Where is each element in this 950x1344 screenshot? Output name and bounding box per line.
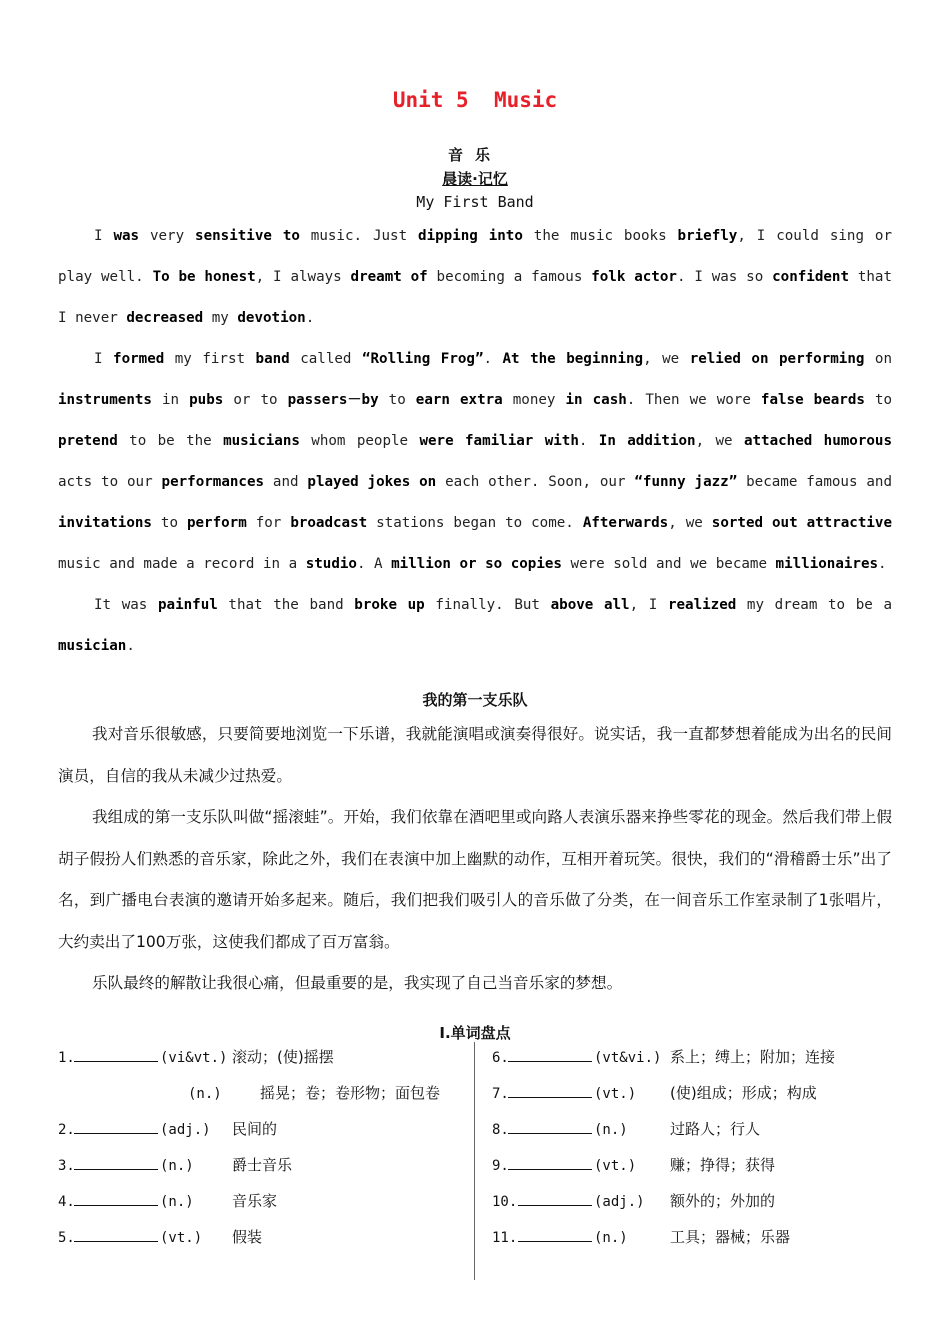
answer-blank[interactable] xyxy=(508,1047,592,1062)
passage-text: . xyxy=(126,638,135,654)
key-phrase: in cash xyxy=(565,392,627,408)
key-phrase: formed xyxy=(113,351,165,367)
translation-title: 我的第一支乐队 xyxy=(422,691,528,709)
vocab-item xyxy=(58,1154,292,1176)
part-of-speech: (vt&vi.) xyxy=(594,1050,662,1066)
passage-text: I xyxy=(94,351,114,367)
unit-title: Unit 5 Music xyxy=(392,88,558,112)
passage-text: or to xyxy=(223,392,288,408)
heading-morning-reading-text: 晨读·记忆 xyxy=(442,170,508,188)
passage-text: that the band xyxy=(217,597,355,613)
vocab-number: 9. xyxy=(492,1158,509,1174)
english-passage xyxy=(58,216,892,667)
column-divider xyxy=(474,1042,475,1280)
key-phrase: broadcast xyxy=(290,515,368,531)
part-of-speech: (adj.) xyxy=(160,1122,211,1138)
vocab-number: 7. xyxy=(492,1086,509,1102)
vocab-item xyxy=(492,1046,835,1068)
key-phrase: “Rolling Frog” xyxy=(361,351,484,367)
key-phrase: pubs xyxy=(189,392,224,408)
passage-text: stations began to come. xyxy=(367,515,583,531)
passage-text: . A xyxy=(356,556,392,572)
passage-text: were sold and we became xyxy=(561,556,776,572)
answer-blank[interactable] xyxy=(508,1083,592,1098)
chinese-meaning: 赚；挣得；获得 xyxy=(670,1156,776,1174)
passage-text: the music books xyxy=(522,228,678,244)
key-phrase: briefly xyxy=(677,228,738,244)
answer-blank[interactable] xyxy=(518,1227,592,1242)
key-phrase: earn extra xyxy=(415,392,503,408)
passage-text: became famous and xyxy=(737,474,893,490)
key-phrase: were familiar with xyxy=(419,433,579,449)
chinese-meaning: 摇晃；卷；卷形物；面包卷 xyxy=(260,1084,441,1102)
key-phrase: pretend xyxy=(58,433,118,449)
section-title-vocabulary: Ⅰ.单词盘点 xyxy=(439,1024,511,1042)
key-phrase: decreased xyxy=(126,310,204,326)
passage-text: music. Just xyxy=(299,228,419,244)
key-phrase: devotion xyxy=(237,310,306,326)
key-phrase: musician xyxy=(58,638,127,654)
passage-text: to xyxy=(151,515,187,531)
vocab-number: 5. xyxy=(58,1230,75,1246)
part-of-speech: (n.) xyxy=(160,1194,194,1210)
translation-paragraph-3: 乐队最终的解散让我很心痛，但最重要的是，我实现了自己当音乐家的梦想。 xyxy=(92,974,623,992)
key-phrase: dreamt of xyxy=(350,269,428,285)
answer-blank[interactable] xyxy=(74,1227,158,1242)
part-of-speech: (vt.) xyxy=(594,1086,637,1102)
passage-text: in xyxy=(151,392,190,408)
vocab-number: 2. xyxy=(58,1122,75,1138)
passage-text: , I xyxy=(629,597,668,613)
passage-text: It was xyxy=(94,597,158,613)
translation-paragraph-2: 我组成的第一支乐队叫做“摇滚蛙”。开始，我们依靠在酒吧里或向路人表演乐器来挣些零花的现金。然后我们带上假胡子假扮人们熟悉的音乐家，除此之外，我们在表演中加上幽默的动作，互相开着玩笑。很快，我们的“滑稽爵士乐”出了名，到广播电台表演的邀请开始多起来。随后，我们把我们吸引人的音乐做了分类，在一间音乐工作室录制了1张唱片，大约卖出了100万张，这使我们都成了百万富翁。 xyxy=(58,808,892,951)
chinese-meaning: 系上；缚上；附加；连接 xyxy=(670,1048,836,1066)
passage-text: . I was so xyxy=(676,269,773,285)
key-phrase: “funny jazz” xyxy=(634,474,738,490)
chinese-meaning: 额外的；外加的 xyxy=(670,1192,776,1210)
passage-text: finally. But xyxy=(424,597,551,613)
vocab-item xyxy=(58,1046,334,1068)
key-phrase: musicians xyxy=(223,433,300,449)
answer-blank[interactable] xyxy=(74,1047,158,1062)
key-phrase: attached humorous xyxy=(743,433,893,449)
part-of-speech: (vt.) xyxy=(160,1230,203,1246)
key-phrase: sensitive to xyxy=(195,228,300,244)
passage-text: , we xyxy=(643,351,690,367)
passage-text: music and made a record in a xyxy=(58,556,306,572)
passage-text: to xyxy=(864,392,893,408)
chinese-meaning: 爵士音乐 xyxy=(232,1156,293,1174)
vocab-number: 6. xyxy=(492,1050,509,1066)
key-phrase: was xyxy=(113,228,140,244)
key-phrase: played jokes on xyxy=(307,474,437,490)
key-phrase: To be honest xyxy=(152,269,256,285)
part-of-speech: (n.) xyxy=(160,1158,194,1174)
passage-text: acts to our xyxy=(58,474,162,490)
vocab-item xyxy=(492,1154,775,1176)
key-phrase: passers－by xyxy=(287,392,379,408)
chinese-meaning: 工具；器械；乐器 xyxy=(670,1228,791,1246)
part-of-speech: (n.) xyxy=(188,1086,222,1102)
key-phrase: million or so copies xyxy=(391,556,562,572)
passage-text: my first xyxy=(164,351,256,367)
key-phrase: sorted out attractive xyxy=(711,515,892,531)
key-phrase: At the beginning xyxy=(502,351,644,367)
passage-paragraph-3 xyxy=(58,585,892,667)
key-phrase: perform xyxy=(186,515,247,531)
key-phrase: band xyxy=(255,351,290,367)
key-phrase: invitations xyxy=(58,515,152,531)
vocab-item xyxy=(492,1082,817,1104)
passage-text: to xyxy=(378,392,416,408)
passage-title: My First Band xyxy=(416,193,534,211)
vocab-number: 1. xyxy=(58,1050,75,1066)
chinese-meaning: 音乐家 xyxy=(232,1192,278,1210)
passage-text: that I never xyxy=(58,269,892,326)
chinese-translation xyxy=(58,714,892,1005)
heading-chinese: 音乐 xyxy=(447,146,502,164)
passage-text: . xyxy=(483,351,503,367)
answer-blank[interactable] xyxy=(518,1191,592,1206)
passage-text: , I always xyxy=(255,269,351,285)
part-of-speech: (vt.) xyxy=(594,1158,637,1174)
key-phrase: confident xyxy=(772,269,849,285)
key-phrase: broke up xyxy=(354,597,425,613)
answer-blank[interactable] xyxy=(74,1155,158,1170)
part-of-speech: (vi&vt.) xyxy=(160,1050,228,1066)
part-of-speech: (adj.) xyxy=(594,1194,645,1210)
passage-text: and xyxy=(264,474,308,490)
passage-text: . xyxy=(578,433,599,449)
key-phrase: folk actor xyxy=(591,269,677,285)
key-phrase: millionaires xyxy=(775,556,879,572)
vocab-item xyxy=(58,1226,262,1248)
passage-text: my dream to be a xyxy=(736,597,892,613)
key-phrase: performances xyxy=(161,474,265,490)
key-phrase: dipping into xyxy=(418,228,523,244)
answer-blank[interactable] xyxy=(508,1155,592,1170)
vocab-item xyxy=(492,1118,760,1140)
chinese-meaning: 假装 xyxy=(232,1228,263,1246)
vocab-item xyxy=(58,1190,277,1212)
vocab-number: 11. xyxy=(492,1230,518,1246)
passage-text: whom people xyxy=(299,433,420,449)
key-phrase: realized xyxy=(667,597,737,613)
key-phrase: studio xyxy=(305,556,357,572)
vocab-item xyxy=(58,1082,440,1104)
vocab-item xyxy=(492,1190,775,1212)
passage-text: called xyxy=(289,351,362,367)
key-phrase: painful xyxy=(157,597,218,613)
passage-text: , I could sing or play well. xyxy=(58,228,892,285)
chinese-meaning: 过路人；行人 xyxy=(670,1120,761,1138)
chinese-meaning: 滚动；(使)摇摆 xyxy=(232,1048,334,1066)
answer-blank[interactable] xyxy=(508,1119,592,1134)
passage-text: . xyxy=(878,556,887,572)
passage-paragraph-1 xyxy=(58,216,892,339)
key-phrase: false beards xyxy=(760,392,865,408)
key-phrase: relied on performing xyxy=(689,351,865,367)
key-phrase: instruments xyxy=(58,392,152,408)
passage-text: , we xyxy=(668,515,712,531)
passage-text: each other. Soon, our xyxy=(436,474,635,490)
translation-paragraph-1: 我对音乐很敏感，只要简要地浏览一下乐谱，我就能演唱或演奏得很好。说实话，我一直都梦想着能成为出名的民间演员，自信的我从未减少过热爱。 xyxy=(58,725,892,785)
answer-blank[interactable] xyxy=(74,1119,158,1134)
key-phrase: above all xyxy=(550,597,630,613)
vocab-number: 4. xyxy=(58,1194,75,1210)
part-of-speech: (n.) xyxy=(594,1122,628,1138)
passage-text: to be the xyxy=(117,433,224,449)
vocab-item xyxy=(492,1226,790,1248)
passage-text: . Then we wore xyxy=(626,392,761,408)
passage-text: my xyxy=(203,310,238,326)
passage-text: money xyxy=(502,392,566,408)
vocab-number: 8. xyxy=(492,1122,509,1138)
part-of-speech: (n.) xyxy=(594,1230,628,1246)
passage-text: , we xyxy=(695,433,744,449)
heading-morning-reading xyxy=(0,168,950,189)
passage-text: on xyxy=(864,351,892,367)
vocab-number: 10. xyxy=(492,1194,518,1210)
passage-paragraph-2 xyxy=(58,339,892,585)
passage-text: becoming a famous xyxy=(427,269,592,285)
passage-text: for xyxy=(246,515,291,531)
passage-text: very xyxy=(139,228,196,244)
chinese-meaning: (使)组成；形成；构成 xyxy=(670,1084,817,1102)
passage-text: . xyxy=(305,310,315,326)
answer-blank[interactable] xyxy=(74,1191,158,1206)
key-phrase: Afterwards xyxy=(582,515,669,531)
vocab-number: 3. xyxy=(58,1158,75,1174)
key-phrase: In addition xyxy=(598,433,696,449)
passage-text: I xyxy=(94,228,114,244)
chinese-meaning: 民间的 xyxy=(232,1120,278,1138)
vocab-item xyxy=(58,1118,277,1140)
